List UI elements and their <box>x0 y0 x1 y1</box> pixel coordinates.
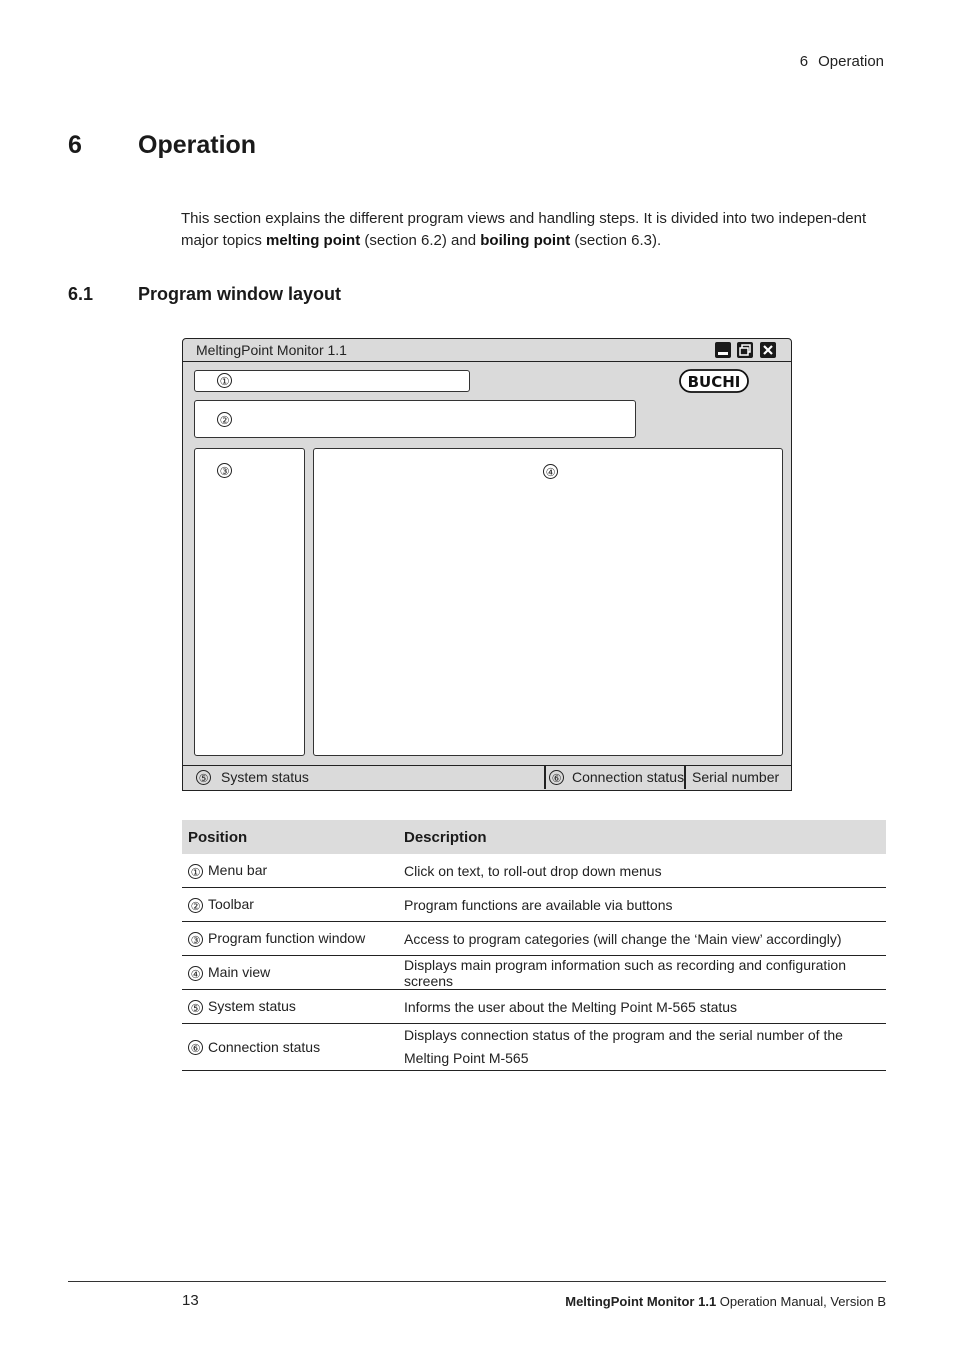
intro-text-1: This section explains the different program views and handling steps. It is divided into two indepen-dent major topics <box>181 210 867 249</box>
position-cell <box>182 922 398 956</box>
row-marker: ⑤ <box>188 1000 203 1015</box>
logo-text: BUCHI <box>687 373 741 391</box>
intro-bold-melting: melting point <box>266 232 361 249</box>
intro-paragraph <box>181 208 871 252</box>
table-row <box>182 1024 886 1071</box>
position-cell <box>182 990 398 1024</box>
position-cell <box>182 956 398 990</box>
position-label: Menu bar <box>208 862 268 879</box>
menu-bar-box <box>194 370 470 392</box>
intro-bold-boiling: boiling point <box>480 232 571 249</box>
footer-product: MeltingPoint Monitor 1.1 <box>565 1294 717 1309</box>
position-cell <box>182 854 398 888</box>
buchi-logo <box>679 369 749 395</box>
position-label: Toolbar <box>208 896 254 913</box>
program-function-window-box <box>194 448 305 756</box>
serial-number-label: Serial number <box>692 769 780 785</box>
marker-2: ② <box>217 412 232 427</box>
description-cell: Informs the user about the Melting Point M-565 status <box>398 990 886 1024</box>
program-window-diagram <box>182 338 792 791</box>
row-marker: ③ <box>188 932 203 947</box>
footer-doc-title <box>565 1294 886 1309</box>
header-position: Position <box>182 820 398 854</box>
description-cell: Displays main program information such as recording and configuration screens <box>398 956 886 990</box>
window-title: MeltingPoint Monitor 1.1 <box>196 342 347 358</box>
marker-5: ⑤ <box>196 770 211 785</box>
position-label: System status <box>208 998 296 1015</box>
window-titlebar <box>183 339 791 362</box>
header-description: Description <box>398 820 886 854</box>
description-cell: Access to program categories (will change the ‘Main view’ accordingly) <box>398 922 886 956</box>
description-cell: Displays connection status of the program and the serial number of the Melting Point M-565 <box>398 1024 886 1071</box>
row-marker: ④ <box>188 966 203 981</box>
row-marker: ① <box>188 864 203 879</box>
status-bar <box>183 765 791 790</box>
running-header-number: 6 <box>799 53 809 70</box>
chapter-number: 6 <box>68 131 82 159</box>
marker-4: ④ <box>543 464 558 479</box>
table-row <box>182 854 886 888</box>
table-row <box>182 888 886 922</box>
table-row <box>182 956 886 990</box>
toolbar-box <box>194 400 636 438</box>
marker-6: ⑥ <box>549 770 564 785</box>
running-header <box>800 53 884 70</box>
restore-icon <box>737 342 753 358</box>
status-divider <box>684 766 686 789</box>
description-cell: Program functions are available via buttons <box>398 888 886 922</box>
row-marker: ② <box>188 898 203 913</box>
table-row <box>182 922 886 956</box>
footer-rule <box>68 1281 886 1282</box>
position-label: Program function window <box>208 930 366 947</box>
position-label: Main view <box>208 964 271 981</box>
minimize-icon <box>715 342 731 358</box>
section-number: 6.1 <box>68 284 94 304</box>
marker-1: ① <box>217 373 232 388</box>
intro-text-3: (section 6.3). <box>570 232 662 249</box>
table-header-row <box>182 820 886 854</box>
layout-table <box>182 820 886 1071</box>
chapter-title: Operation <box>138 131 257 159</box>
position-label: Connection status <box>208 1038 321 1055</box>
main-view-box <box>313 448 783 756</box>
connection-status-label: Connection status <box>572 769 685 785</box>
system-status-label: System status <box>221 769 309 785</box>
row-marker: ⑥ <box>188 1040 203 1055</box>
footer-doc: Operation Manual, Version B <box>716 1294 886 1309</box>
marker-3: ③ <box>217 463 232 478</box>
intro-text-2: (section 6.2) and <box>360 232 481 249</box>
table-row <box>182 990 886 1024</box>
running-header-title: Operation <box>818 53 884 70</box>
section-title: Program window layout <box>138 284 342 304</box>
page-number: 13 <box>182 1292 199 1309</box>
description-cell: Click on text, to roll-out drop down menus <box>398 854 886 888</box>
close-icon <box>760 342 776 358</box>
status-divider <box>544 766 546 789</box>
position-cell <box>182 1024 398 1071</box>
position-cell <box>182 888 398 922</box>
